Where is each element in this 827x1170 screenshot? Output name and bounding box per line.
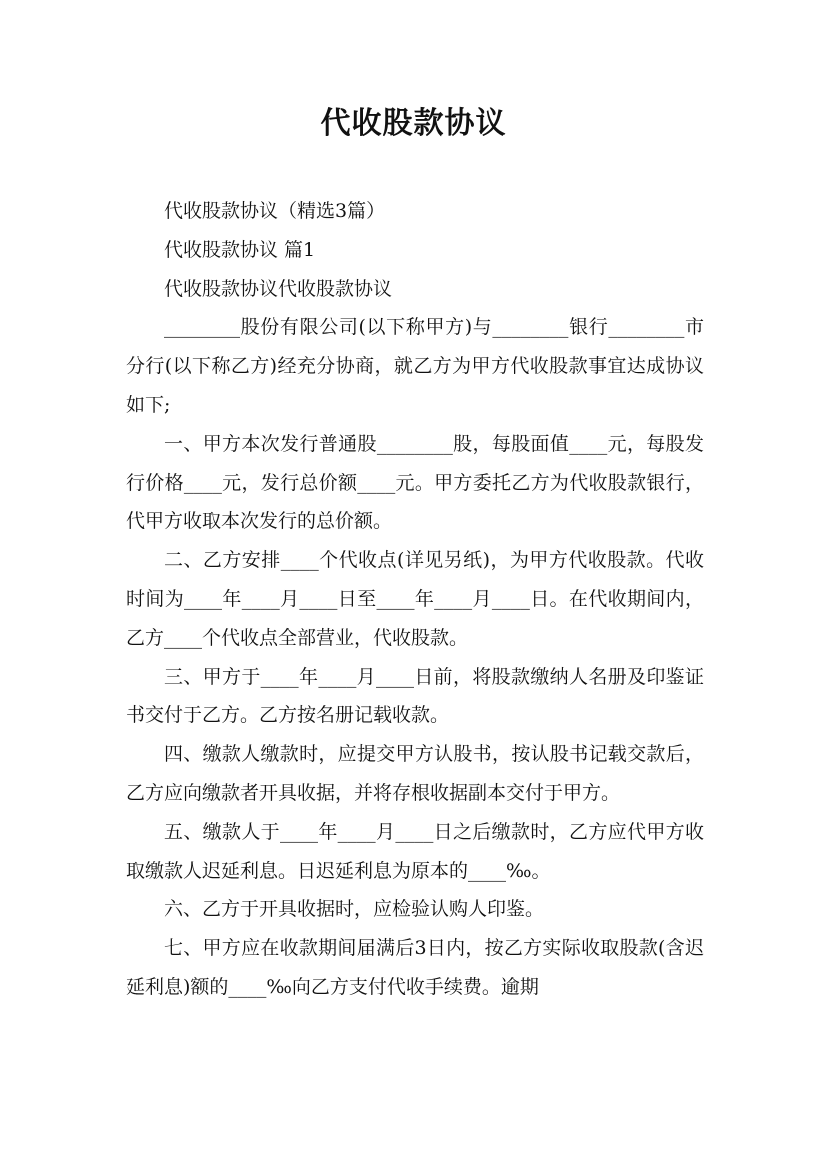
paragraph-clause-4: 四、缴款人缴款时，应提交甲方认股书，按认股书记载交款后，乙方应向缴款者开具收据，并将存根收据副本交付于甲方。 — [126, 743, 704, 804]
paragraph-subtitle: 代收股款协议（精选3篇） — [164, 200, 386, 222]
paragraph-clause-2: 二、乙方安排____个代收点(详见另纸)，为甲方代收股款。代收时间为____年____月____日至____年____月____日。在代收期间内，乙方____个代收点全部营业，代收股款。 — [126, 549, 704, 649]
document-body — [126, 192, 704, 1007]
document-title: 代收股款协议 — [320, 106, 507, 141]
paragraph-parties: ________股份有限公司(以下称甲方)与________银行________市分行(以下称乙方)经充分协商，就乙方为甲方代收股款事宜达成协议如下; — [126, 316, 704, 416]
paragraph-chapter-heading: 代收股款协议 篇1 — [164, 238, 316, 261]
paragraph-agreement-heading: 代收股款协议代收股款协议 — [164, 277, 393, 300]
paragraph-clause-7: 七、甲方应在收款期间届满后3日内，按乙方实际收取股款(含迟延利息)额的____‰向乙方支付代收手续费。逾期 — [126, 937, 704, 998]
paragraph-clause-3: 三、甲方于____年____月____日前，将股款缴纳人名册及印鉴证书交付于乙方。乙方按名册记载收款。 — [126, 665, 704, 727]
paragraph-clause-6: 六、乙方于开具收据时，应检验认购人印鉴。 — [164, 898, 545, 921]
paragraph-clause-5: 五、缴款人于____年____月____日之后缴款时，乙方应代甲方收取缴款人迟延利息。日迟延利息为原本的____‰。 — [126, 820, 704, 882]
paragraph-clause-1: 一、甲方本次发行普通股________股，每股面值____元，每股发行价格____元，发行总价额____元。甲方委托乙方为代收股款银行，代甲方收取本次发行的总价额。 — [126, 432, 704, 533]
